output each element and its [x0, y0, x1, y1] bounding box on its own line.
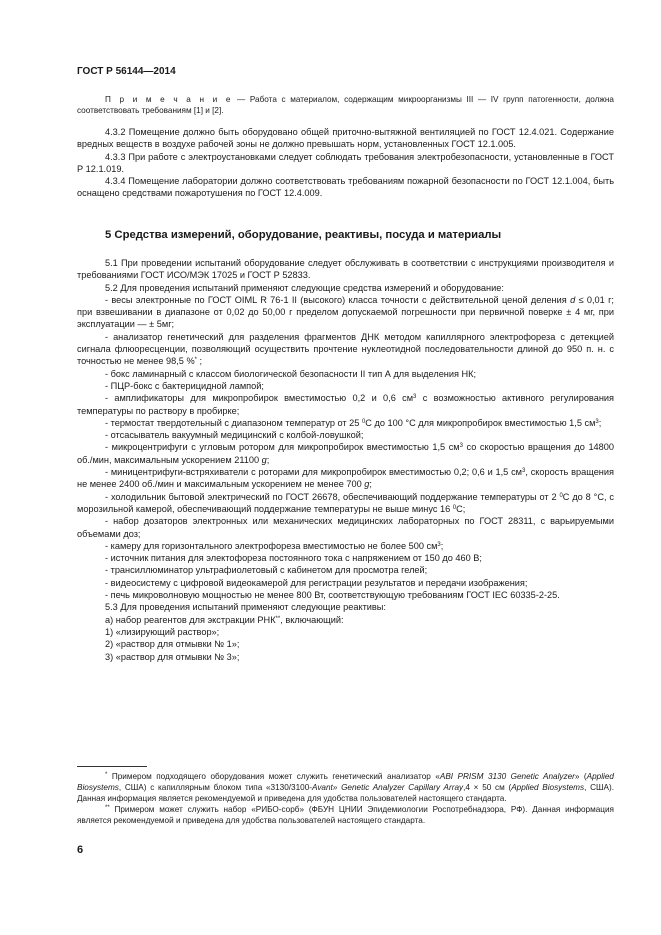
section-4-3-block	[77, 126, 614, 200]
text: С до 8 °С, с морозильной камерой, обеспечивающий поддержание температуры не выше минус 16	[77, 491, 614, 514]
text: Примером может служить набор «РИБО-сорб» (ФБУН ЦНИИ Эпидемиологии Роспотребнадзора, РФ). Данная информация является рекомендуемой и приведена для удобства пользователей настоящего стандарта.	[77, 805, 614, 825]
section-5-block	[77, 257, 614, 663]
text: g	[261, 454, 267, 465]
page-number: 6	[77, 844, 84, 856]
text: » (	[574, 772, 587, 781]
text: С;	[456, 503, 466, 514]
note-text: — Работа с материалом, содержащим микроорганизмы III — IV групп патогенности, должна соответствовать требованиям [1] и [2].	[77, 95, 614, 115]
text: , включающий:	[280, 614, 344, 625]
text: С до 100 °С для микропробирок вместимостью 1,5 см	[365, 417, 596, 428]
list-item-reagent-1: 1) «лизирующий раствор»;	[105, 626, 220, 637]
text: ;	[196, 356, 203, 367]
list-item-dosers: - набор дозаторов электронных или механических медицинских лабораторных по ГОСТ 28311, с варьируемыми объемами доз;	[77, 516, 614, 539]
text: ,4 × 50 см (	[463, 783, 512, 792]
list-item-transilluminator: - трансиллюминатор ультрафиолетовый с кабинетом для просмотра гелей;	[105, 565, 428, 576]
footnote-mark: *	[105, 772, 108, 778]
footnote-ref: **	[275, 615, 281, 622]
superscript: 3	[413, 394, 417, 401]
paragraph-5-3: 5.3 Для проведения испытаний применяют следующие реактивы:	[105, 602, 386, 613]
list-item-power: - источник питания для электофореза постоянного тока с напряжением от 150 до 460 В;	[105, 553, 482, 564]
text: , скорость вращения не менее 2400 об./мин и максимальным ускорением не менее 700	[77, 467, 614, 490]
list-item-reagent-2: 2) «раствор для отмывки № 1»;	[105, 639, 240, 650]
text: - камеру для горизонтального электрофореза вместимостью не более 500 см	[105, 540, 438, 551]
text: ;	[598, 417, 602, 428]
footnote-ref: *	[194, 357, 197, 364]
list-item-box: - бокс ламинарный с классом биологической безопасности II тип А для выделения НК;	[105, 368, 477, 379]
superscript: 0	[559, 492, 563, 499]
section-title: 5 Средства измерений, оборудование, реактивы, посуда и материалы	[105, 229, 502, 241]
text: ;	[369, 479, 372, 490]
paragraph-4-3-2: 4.3.2 Помещение должно быть оборудовано общей приточно-вытяжной вентиляцией по ГОСТ 12.4.021. Содержание вредных веществ в воздухе рабочей зоны не должно превышать норм, установленных ГОСТ 12.1.005.	[77, 127, 614, 150]
superscript: 0	[452, 504, 457, 511]
footnote-1	[77, 771, 614, 804]
text: , США) с капиллярным блоком типа «3130/3100-	[118, 783, 312, 792]
text: со скоростью вращения до 14800 об./мин, максимальным ускорением 21100	[77, 442, 614, 465]
note-block	[77, 94, 614, 116]
text: Avant» Genetic Analyzer Capillary Array	[312, 783, 464, 792]
note-paragraph	[77, 94, 614, 116]
text: ;	[440, 540, 444, 551]
text: ABI PRISM 3130 Genetic Analyzer	[439, 772, 575, 781]
text: , США). Данная информация является рекомендуемой и приведена для удобства пользователей настоящего стандарта.	[77, 783, 614, 803]
list-item-aspirator: - отсасыватель вакуумный медицинский с колбой-ловушкой;	[105, 430, 364, 441]
footnote-divider	[77, 766, 147, 767]
list-item-rna-kit	[77, 614, 614, 626]
paragraph-5-2: 5.2 Для проведения испытаний применяют следующие средства измерений и оборудование:	[105, 282, 504, 293]
text: Applied Biosystems	[511, 783, 585, 792]
list-item-microcentrifuge	[77, 441, 614, 466]
text: - амплификаторы для микропробирок вместимостью 0,2 и 0,6 см	[105, 393, 414, 404]
note-label: П р и м е ч а н и е	[105, 95, 233, 104]
text: - весы электронные по ГОСТ OIML R 76-1 II (высокого) класса точности с действительной ценой деления	[105, 294, 571, 305]
text: - термостат твердотельный с диапазоном температур от 25	[105, 417, 362, 428]
superscript: 0	[361, 418, 366, 425]
list-item-thermostat	[77, 417, 614, 429]
list-item-minicentrifuge	[77, 466, 614, 491]
text: - анализатор генетический для разделения фрагментов ДНК методом капиллярного электрофореза с детекцией сигнала флюоресценции, позволяющий осуществить прочтение нуклеотидной последовательности длиной до 950 п. н. с точностью не менее 98,5 %	[77, 331, 614, 367]
text: - миницентрифуги-встряхиватели с роторами для микропробирок вместимостью 0,2; 0,6 и 1,5 см	[105, 467, 522, 478]
text: - микроцентрифуги с угловым ротором для микропробирок вместимостью 1,5 см	[105, 442, 460, 453]
list-item-chamber	[77, 540, 614, 552]
paragraph-4-3-4: 4.3.4 Помещение лаборатории должно соответствовать требованиям пожарной безопасности по ГОСТ 12.1.004, быть оснащено средствами пожаротушения по ГОСТ 12.4.009.	[77, 176, 614, 199]
paragraph-5-1: 5.1 При проведении испытаний оборудование следует обслуживать в соответствии с инструкциями производителя и требованиями ГОСТ ИСО/МЭК 17025 и ГОСТ Р 52833.	[77, 258, 614, 281]
superscript: 3	[437, 541, 441, 548]
text: а) набор реагентов для экстракции РНК	[105, 614, 276, 625]
list-item-analyzer	[77, 331, 614, 368]
text: Applied Biosystems	[77, 772, 614, 792]
paragraph-4-3-3: 4.3.3 При работе с электроустановками следует соблюдать требования электробезопасности, установленные в ГОСТ Р 12.1.019.	[77, 151, 614, 174]
document-code: ГОСТ Р 56144—2014	[77, 66, 176, 77]
text: ;	[266, 454, 270, 465]
superscript: 3	[522, 468, 526, 475]
footnotes	[77, 771, 614, 826]
list-item-scales	[77, 294, 614, 331]
list-item-fridge	[77, 491, 614, 516]
list-item-video: - видеосистему с цифровой видеокамерой для регистрации результатов и передачи изображения;	[105, 577, 528, 588]
list-item-reagent-3: 3) «раствор для отмывки № 3»;	[105, 651, 240, 662]
footnote-mark: **	[105, 805, 110, 811]
superscript: 3	[459, 443, 463, 450]
list-item-pcr-box: - ПЦР-бокс с бактерицидной лампой;	[105, 380, 264, 391]
text: d	[570, 294, 576, 305]
text: ≤ 0,01 г; при взвешивании в диапазоне от 0,02 до 50,00 г пределом допускаемой погрешности при первичной поверке ± 4 мг, при эксплуатации — ± 5мг;	[77, 294, 614, 330]
text: с возможностью активного регулирования температуры по раствору в пробирке;	[77, 393, 614, 416]
text: - холодильник бытовой электрический по ГОСТ 26678, обеспечивающий поддержание температуры от 2	[105, 491, 560, 502]
text: Примером подходящего оборудования может служить генетический анализатор «	[107, 772, 440, 781]
footnote-2	[77, 804, 614, 826]
superscript: 3	[595, 418, 599, 425]
text: g	[364, 479, 370, 490]
list-item-microwave: - печь микроволновую мощностью не менее 800 Вт, соответствующую требованиям ГОСТ IEC 60335-2-25.	[105, 590, 560, 601]
list-item-amplifiers	[77, 392, 614, 417]
